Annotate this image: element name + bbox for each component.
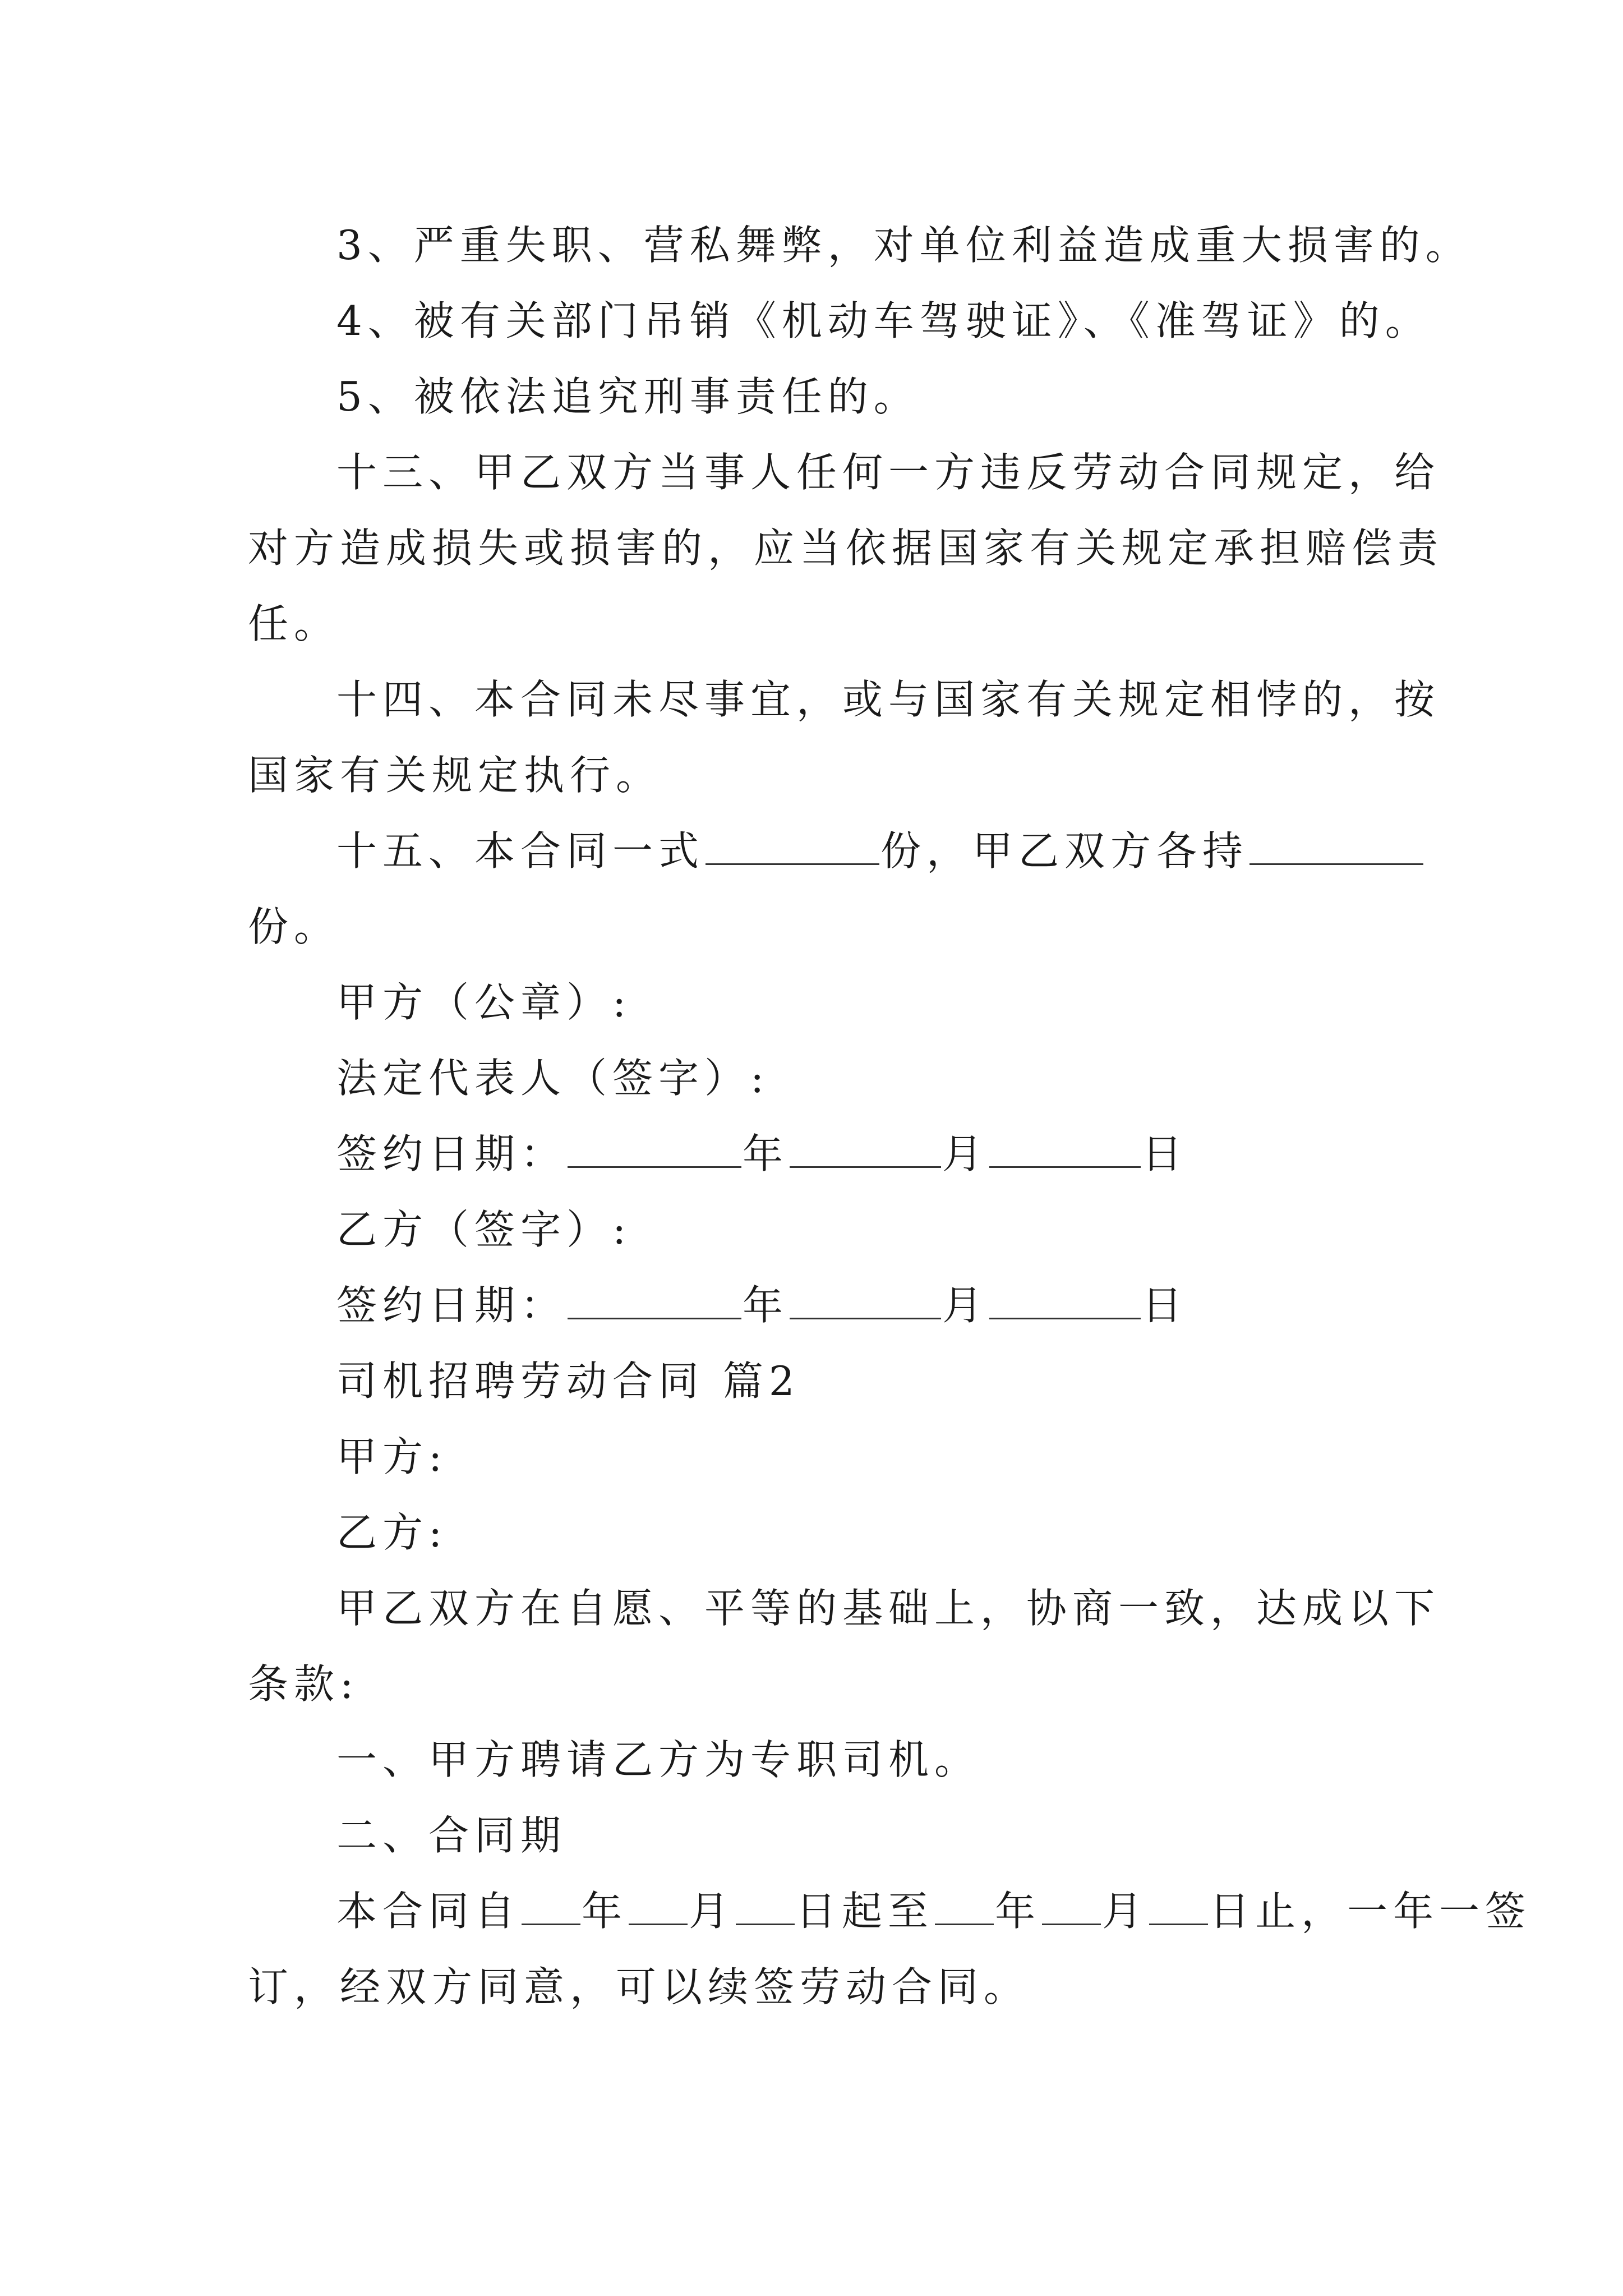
clause-2-heading: [336, 1810, 566, 1861]
contract-period-line-1: [336, 1886, 1531, 1936]
paragraph-clause-5: [336, 371, 920, 422]
text: 日: [1142, 1282, 1188, 1329]
fill-blank-day[interactable]: [989, 1283, 1141, 1319]
text: 年: [582, 1888, 628, 1935]
text: 乙方（签字）:: [336, 1206, 632, 1253]
text: 月: [942, 1282, 989, 1329]
contract-period-line-2: [248, 1962, 1030, 2012]
text: 条款:: [248, 1660, 359, 1708]
text: 一、甲方聘请乙方为专职司机。: [336, 1736, 981, 1783]
paragraph-13-line-2: [248, 523, 1444, 573]
clause-1: [336, 1734, 980, 1785]
text: 甲方（公章）:: [336, 979, 632, 1026]
text: 十四、本合同未尽事宜，或与国家有关规定相悖的，按: [336, 676, 1441, 723]
text: 国家有关规定执行。: [248, 752, 662, 799]
text: 日: [1142, 1130, 1188, 1177]
text: 签约日期：: [336, 1282, 567, 1329]
paragraph-clause-4: [336, 296, 1431, 346]
legal-representative-signature: [336, 1053, 769, 1103]
text: 份。: [248, 903, 340, 950]
text: 份，甲乙双方各持: [880, 827, 1249, 875]
text: 订，经双方同意，可以续签劳动合同。: [248, 1963, 1030, 2010]
fill-blank-month[interactable]: [790, 1283, 941, 1319]
fill-blank-day[interactable]: [989, 1131, 1141, 1168]
fill-blank-each-holds[interactable]: [1249, 829, 1423, 865]
fill-blank-copies[interactable]: [706, 829, 879, 865]
text: 年: [995, 1888, 1041, 1935]
fill-blank-end-month[interactable]: [1042, 1889, 1101, 1925]
party-a-line: [336, 1432, 448, 1482]
party-b-line: [336, 1507, 448, 1558]
fill-blank-end-year[interactable]: [935, 1889, 994, 1925]
paragraph-15-line-2: [248, 901, 340, 952]
party-a-seal: [336, 977, 631, 1028]
fill-blank-month[interactable]: [790, 1131, 941, 1168]
text: 3、严重失职、营私舞弊，对单位利益造成重大损害的。: [336, 222, 1472, 269]
text: 十五、本合同一式: [336, 827, 705, 875]
text: 签约日期：: [336, 1130, 567, 1177]
sign-date-line-1: [336, 1129, 1188, 1179]
fill-blank-start-month[interactable]: [629, 1889, 688, 1925]
text: 年: [743, 1130, 789, 1177]
text: 月: [942, 1130, 989, 1177]
text: 月: [1102, 1888, 1149, 1935]
text: 甲乙双方在自愿、平等的基础上，协商一致，达成以下: [336, 1585, 1441, 1632]
fill-blank-start-year[interactable]: [522, 1889, 580, 1925]
text: 月: [689, 1888, 735, 1935]
sign-date-line-2: [336, 1280, 1188, 1331]
text: 年: [743, 1282, 789, 1329]
text: 日止，一年一签: [1209, 1888, 1532, 1935]
fill-blank-year[interactable]: [568, 1131, 741, 1168]
text: 甲方:: [336, 1433, 448, 1480]
paragraph-15-line-1: [336, 826, 1424, 876]
text: 司机招聘劳动合同 篇2: [336, 1358, 800, 1405]
paragraph-13-line-3: [248, 599, 340, 649]
preamble-line-1: [336, 1583, 1440, 1634]
text: 5、被依法追究刑事责任的。: [336, 373, 920, 420]
text: 任。: [248, 600, 340, 647]
text: 乙方:: [336, 1509, 448, 1556]
fill-blank-start-day[interactable]: [736, 1889, 795, 1925]
text: 4、被有关部门吊销《机动车驾驶证》、《准驾证》的。: [336, 297, 1431, 344]
section-title: [336, 1356, 800, 1406]
paragraph-14-line-2: [248, 750, 662, 800]
paragraph-13-line-1: [336, 447, 1440, 498]
party-b-signature: [336, 1204, 631, 1255]
text: 十三、甲乙双方当事人任何一方违反劳动合同规定，给: [336, 449, 1441, 496]
text: 法定代表人（签字）:: [336, 1055, 770, 1102]
text: 对方造成损失或损害的，应当依据国家有关规定承担赔偿责: [248, 524, 1444, 572]
text: 二、合同期: [336, 1812, 567, 1859]
text: 本合同自: [336, 1888, 521, 1935]
fill-blank-end-day[interactable]: [1149, 1889, 1208, 1925]
fill-blank-year[interactable]: [568, 1283, 741, 1319]
paragraph-14-line-1: [336, 674, 1440, 725]
text: 日起至: [796, 1888, 934, 1935]
paragraph-clause-3: [336, 220, 1472, 270]
preamble-line-2: [248, 1659, 359, 1709]
